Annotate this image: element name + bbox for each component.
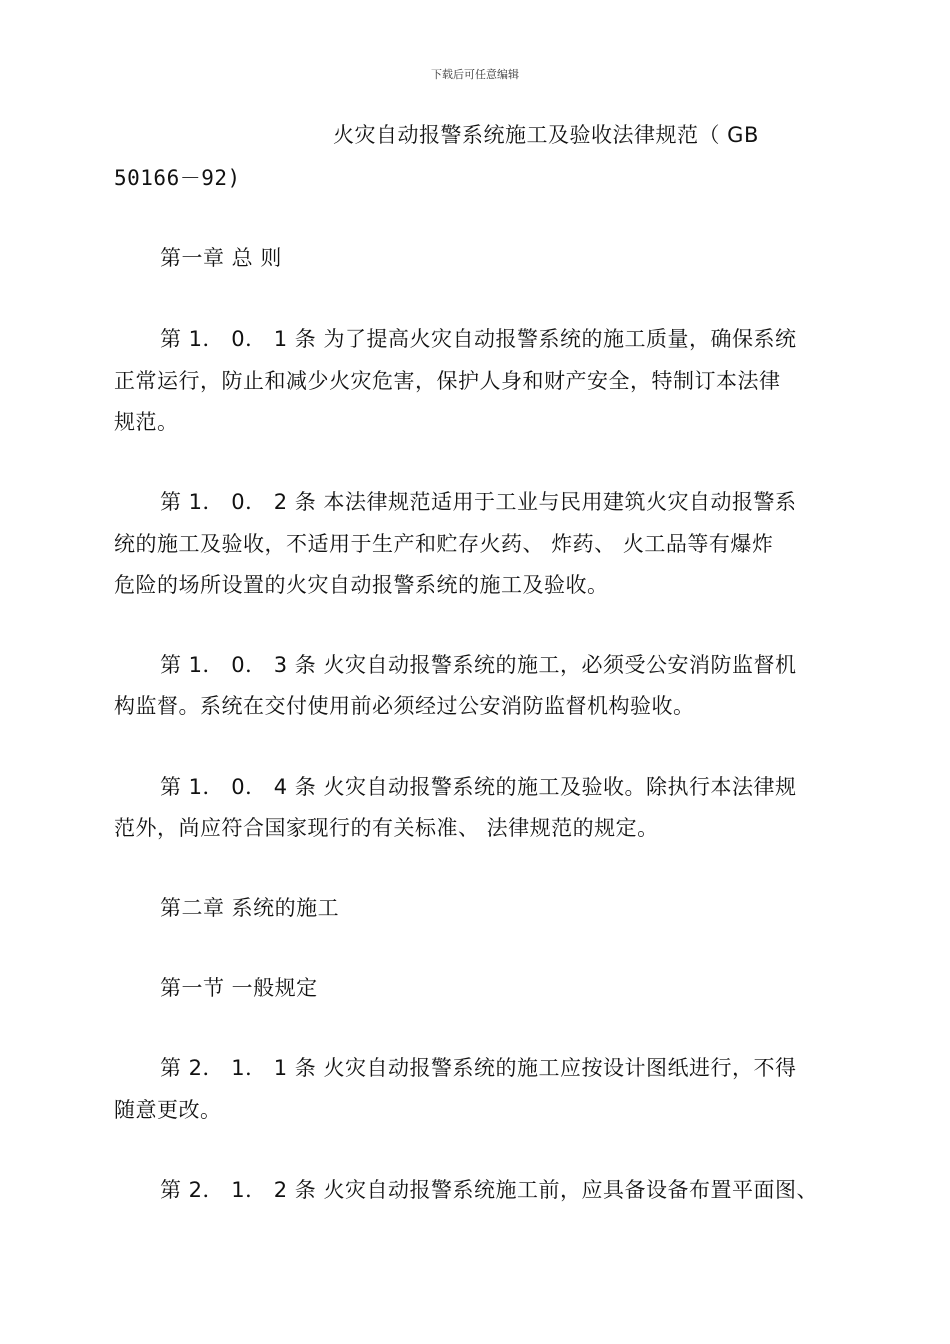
article-2-1-1-line2: 随意更改。 — [114, 1098, 222, 1122]
article-2-1-1-line1: 第 2． 1． 1 条 火灾自动报警系统的施工应按设计图纸进行，不得 — [160, 1056, 797, 1080]
article-1-0-3-line1: 第 1． 0． 3 条 火灾自动报警系统的施工，必须受公安消防监督机 — [160, 653, 797, 677]
article-1-0-1-line2: 正常运行，防止和减少火灾危害，保护人身和财产安全，特制订本法律 — [114, 369, 781, 393]
article-1-0-1-line3: 规范。 — [114, 410, 179, 434]
page-header: 下载后可任意编辑 — [431, 68, 519, 81]
article-1-0-3-line2: 构监督。系统在交付使用前必须经过公安消防监督机构验收。 — [114, 694, 695, 718]
section1-heading: 第一节 一般规定 — [160, 976, 318, 1000]
article-1-0-4-line1: 第 1． 0． 4 条 火灾自动报警系统的施工及验收。除执行本法律规 — [160, 775, 797, 799]
article-2-1-2-line1: 第 2． 1． 2 条 火灾自动报警系统施工前，应具备设备布置平面图、 — [160, 1178, 818, 1202]
chapter2-heading: 第二章 系统的施工 — [160, 896, 340, 920]
document-title-line1: 火灾自动报警系统施工及验收法律规范（ GB — [333, 123, 759, 147]
chapter1-heading: 第一章 总 则 — [160, 246, 282, 270]
article-1-0-1-line1: 第 1． 0． 1 条 为了提高火灾自动报警系统的施工质量，确保系统 — [160, 327, 797, 351]
article-1-0-2-line1: 第 1． 0． 2 条 本法律规范适用于工业与民用建筑火灾自动报警系 — [160, 490, 797, 514]
article-1-0-2-line2: 统的施工及验收，不适用于生产和贮存火药、 炸药、 火工品等有爆炸 — [114, 532, 774, 556]
article-1-0-4-line2: 范外，尚应符合国家现行的有关标准、 法律规范的规定。 — [114, 816, 659, 840]
article-1-0-2-line3: 危险的场所设置的火灾自动报警系统的施工及验收。 — [114, 573, 609, 597]
document-title-line2: 50166－92) — [114, 166, 241, 190]
